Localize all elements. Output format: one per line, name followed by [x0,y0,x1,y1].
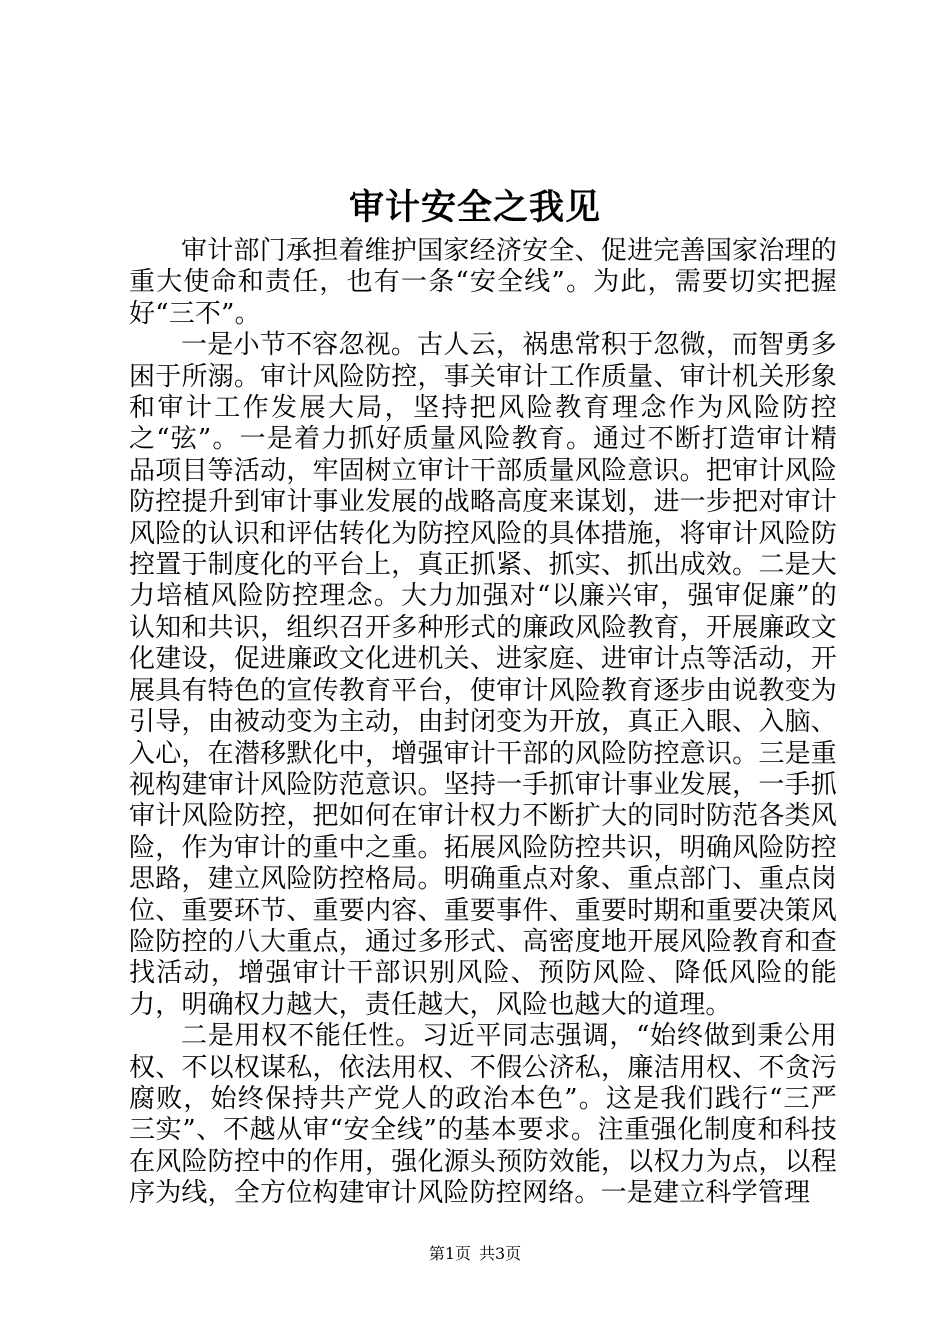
page-total: 共3页 [479,1244,522,1263]
document-body [129,236,837,1210]
paragraph-point-two: 二是用权不能任性。习近平同志强调，“始终做到秉公用权、不以权谋私，依法用权、不假公济私，廉洁用权、不贪污腐败，始终保持共产党人的政治本色”。这是我们践行“三严三实”、不越从审“安全线”的基本要求。注重强化制度和科技在风险防控中的作用，强化源头预防效能，以权力为点，以程序为线，全方位构建审计风险防控网络。一是建立科学管理 [129,1021,837,1209]
document-title: 审计安全之我见 [348,187,601,228]
page-number: 第1页 [428,1244,471,1263]
paragraph-intro: 审计部门承担着维护国家经济安全、促进完善国家治理的重大使命和责任，也有一条“安全线”。为此，需要切实把握好“三不”。 [129,236,837,329]
page-footer [0,1244,950,1264]
paragraph-point-one: 一是小节不容忽视。古人云，祸患常积于忽微，而智勇多困于所溺。审计风险防控，事关审计工作质量、审计机关形象和审计工作发展大局，坚持把风险教育理念作为风险防控之“弦”。一是着力抓好质量风险教育。通过不断打造审计精品项目等活动，牢固树立审计干部质量风险意识。把审计风险防控提升到审计事业发展的战略高度来谋划，进一步把对审计风险的认识和评估转化为防控风险的具体措施，将审计风险防控置于制度化的平台上，真正抓紧、抓实、抓出成效。二是大力培植风险防控理念。大力加强对“以廉兴审，强审促廉”的认知和共识，组织召开多种形式的廉政风险教育，开展廉政文化建设，促进廉政文化进机关、进家庭、进审计点等活动，开展具有特色的宣传教育平台，使审计风险教育逐步由说教变为引导，由被动变为主动，由封闭变为开放，真正入眼、入脑、入心，在潜移默化中，增强审计干部的风险防控意识。三是重视构建审计风险防范意识。坚持一手抓审计事业发展，一手抓审计风险防控，把如何在审计权力不断扩大的同时防范各类风险，作为审计的重中之重。拓展风险防控共识，明确风险防控思路，建立风险防控格局。明确重点对象、重点部门、重点岗位、重要环节、重要内容、重要事件、重要时期和重要决策风险防控的八大重点，通过多形式、高密度地开展风险教育和查找活动，增强审计干部识别风险、预防风险、降低风险的能力，明确权力越大，责任越大，风险也越大的道理。 [129,330,837,1020]
